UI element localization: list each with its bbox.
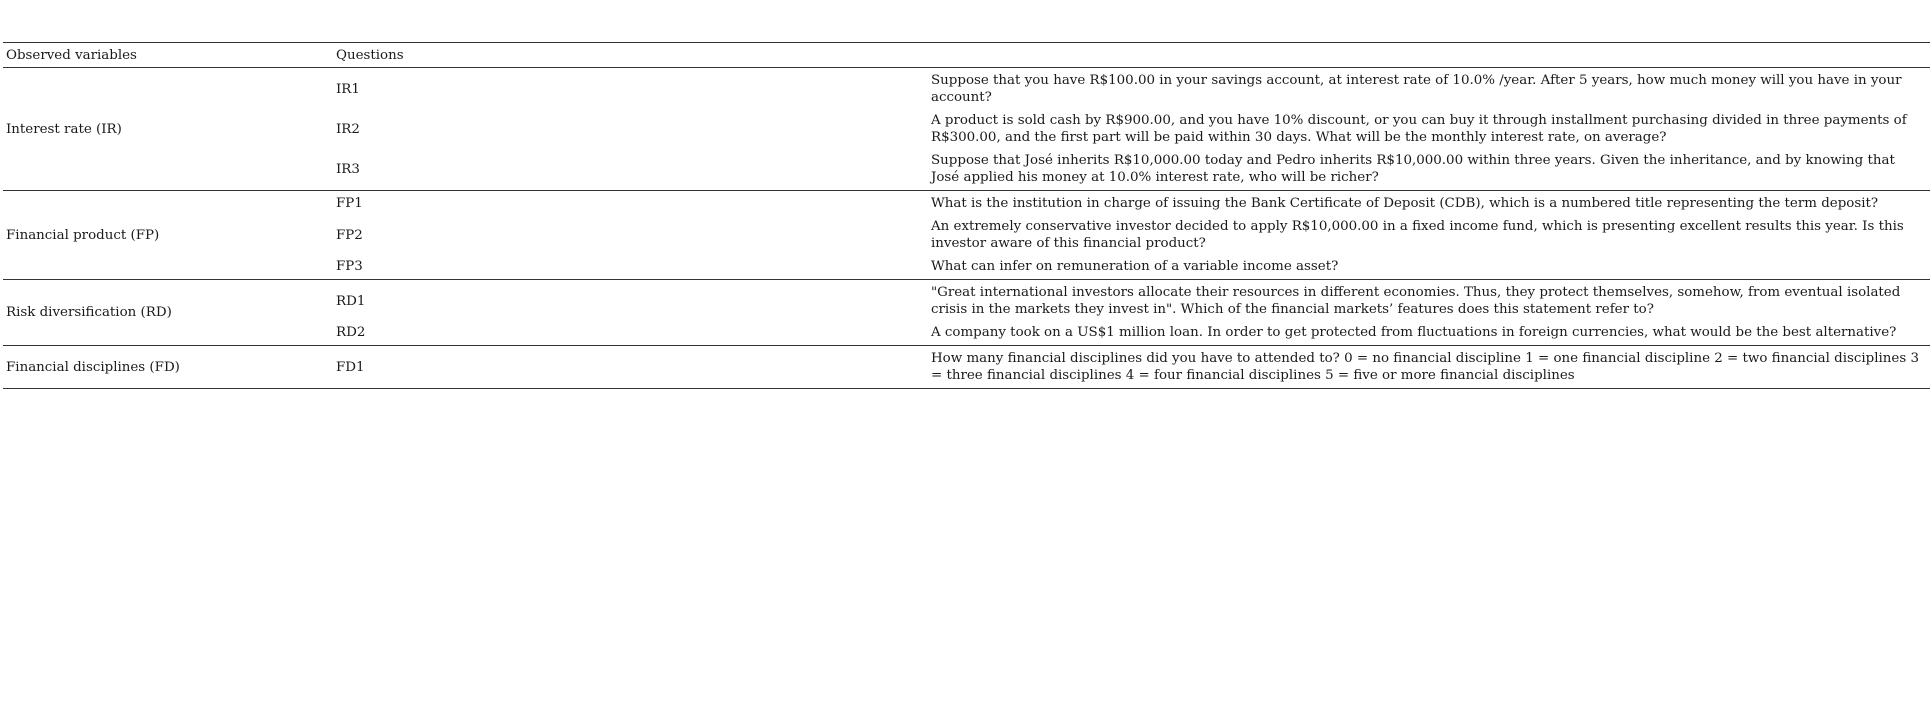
table-row — [3, 191, 1930, 217]
question-text: What is the institution in charge of issuing the Bank Certificate of Deposit (CDB), which is a numbered title representing the term deposit? — [931, 196, 1879, 211]
variable-label: Interest rate (IR) — [6, 121, 122, 137]
table-row — [3, 280, 1930, 323]
question-code: IR2 — [336, 121, 360, 137]
question-code: FP3 — [336, 259, 363, 274]
variable-label: Financial product (FP) — [6, 227, 160, 243]
question-text: An extremely conservative investor decided to apply R$10,000.00 in a fixed income fund, which is presenting excellent results this year. Is this investor aware of this financial product? — [931, 219, 1904, 251]
group-financial-disciplines — [3, 346, 1930, 389]
header-row — [3, 43, 1930, 68]
table-row — [3, 346, 1930, 389]
question-code: IR3 — [336, 161, 360, 177]
question-code: IR1 — [336, 81, 360, 97]
question-code: FD1 — [336, 359, 365, 375]
table-row — [3, 68, 1930, 111]
question-text: A company took on a US$1 million loan. In order to get protected from fluctuations in foreign currencies, what would be the best alternative? — [931, 325, 1897, 340]
header-question-text — [928, 43, 1930, 68]
question-text: Suppose that José inherits R$10,000.00 today and Pedro inherits R$10,000.00 within three years. Given the inheritance, and by knowing that José applied his money at 10.0% interest rate, who will be richer? — [931, 153, 1895, 185]
header-observed-variables: Observed variables — [3, 43, 333, 68]
question-text: How many financial disciplines did you have to attended to? 0 = no financial discipline 1 = one financial discipline 2 = two financial disciplines 3 = three financial disciplines 4 = four financial disciplines 5 = five or more financial disciplines — [931, 351, 1919, 383]
question-code: RD1 — [336, 293, 366, 309]
question-text: What can infer on remuneration of a variable income asset? — [931, 259, 1339, 274]
group-financial-product — [3, 191, 1930, 280]
question-text: A product is sold cash by R$900.00, and you have 10% discount, or you can buy it through installment purchasing divided in three payments of R$300.00, and the first part will be paid within 30 days. What will be the monthly interest rate, on average? — [931, 113, 1907, 145]
question-code: RD2 — [336, 325, 366, 340]
group-risk-diversification — [3, 280, 1930, 346]
question-text: Suppose that you have R$100.00 in your savings account, at interest rate of 10.0% /year. After 5 years, how much money will you have in your account? — [931, 73, 1902, 105]
question-text: "Great international investors allocate their resources in different economies. Thus, they protect themselves, somehow, from eventual isolated crisis in the markets they invest in". Which of the financial markets’ features does this statement refer to? — [931, 285, 1901, 317]
questions-table — [3, 42, 1930, 389]
header-questions: Questions — [333, 43, 928, 68]
group-interest-rate — [3, 68, 1930, 191]
variable-label: Risk diversification (RD) — [6, 305, 172, 320]
question-code: FP2 — [336, 227, 363, 243]
table-header — [3, 43, 1930, 68]
question-code: FP1 — [336, 196, 363, 211]
variable-label: Financial disciplines (FD) — [6, 359, 180, 375]
